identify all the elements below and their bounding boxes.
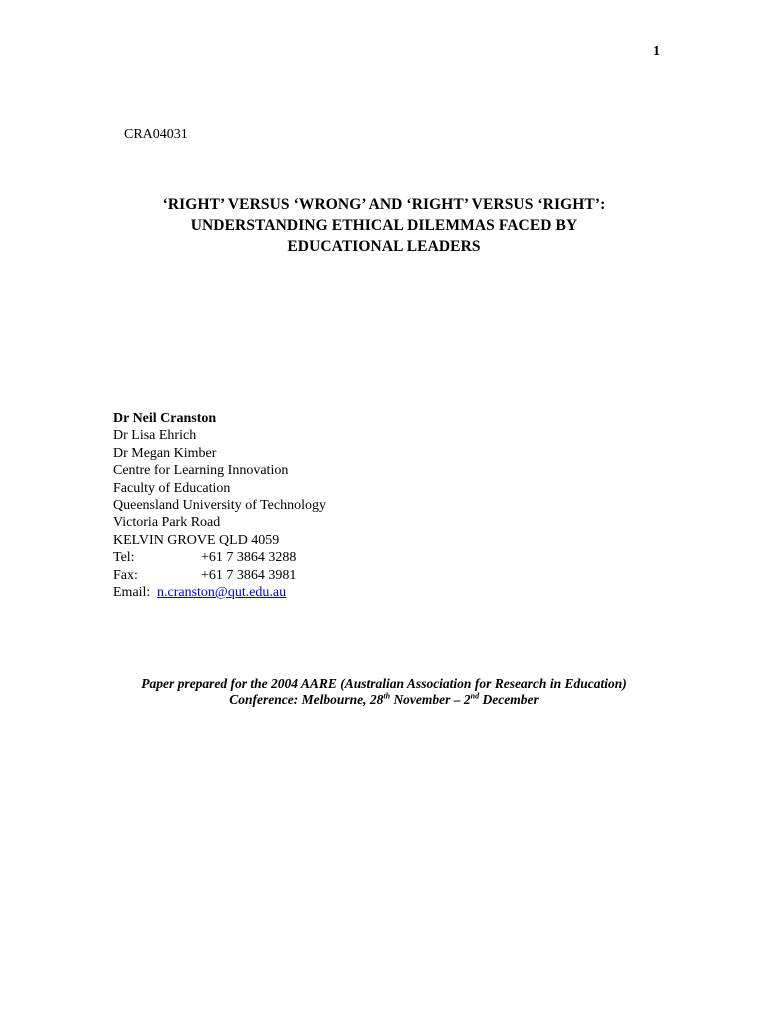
ordinal-suffix: th: [383, 691, 391, 701]
conference-date-suffix: December: [479, 692, 539, 707]
address-line: KELVIN GROVE QLD 4059: [113, 532, 280, 548]
title-line-3: EDUCATIONAL LEADERS: [287, 238, 481, 255]
title-line-1: ‘RIGHT’ VERSUS ‘WRONG’ AND ‘RIGHT’ VERSUS ‘RIGHT’:: [162, 196, 606, 213]
telephone-label: Tel:: [113, 550, 135, 566]
lead-author: Dr Neil Cranston: [113, 411, 217, 426]
telephone-number: +61 7 3864 3288: [201, 550, 297, 566]
email-label: Email:: [113, 585, 151, 601]
address-line: Queensland University of Technology: [113, 498, 326, 514]
ordinal-suffix: nd: [470, 691, 480, 701]
co-author: Dr Lisa Ehrich: [113, 428, 197, 444]
conference-date-middle: November – 2: [390, 692, 471, 707]
email-line: [113, 584, 326, 601]
conference-note: [100, 676, 668, 708]
fax-number: +61 7 3864 3981: [201, 567, 297, 583]
address-line: Victoria Park Road: [113, 515, 221, 531]
conference-date-prefix: Conference: Melbourne, 28: [229, 692, 384, 707]
co-author: Dr Megan Kimber: [113, 445, 217, 461]
fax-label: Fax:: [113, 567, 138, 583]
address-line: Faculty of Education: [113, 480, 231, 496]
author-contact-block: [113, 410, 326, 601]
conference-line-1: Paper prepared for the 2004 AARE (Australian Association for Research in Education): [141, 676, 627, 691]
telephone-line: [113, 549, 326, 566]
fax-line: [113, 567, 326, 584]
email-link[interactable]: n.cranston@qut.edu.au: [157, 585, 287, 601]
title-line-2: UNDERSTANDING ETHICAL DILEMMAS FACED BY: [190, 217, 578, 234]
document-code: CRA04031: [124, 127, 188, 142]
paper-title: [100, 194, 668, 257]
page-number: 1: [653, 44, 660, 59]
conference-line-2: [100, 692, 668, 708]
address-line: Centre for Learning Innovation: [113, 463, 289, 479]
